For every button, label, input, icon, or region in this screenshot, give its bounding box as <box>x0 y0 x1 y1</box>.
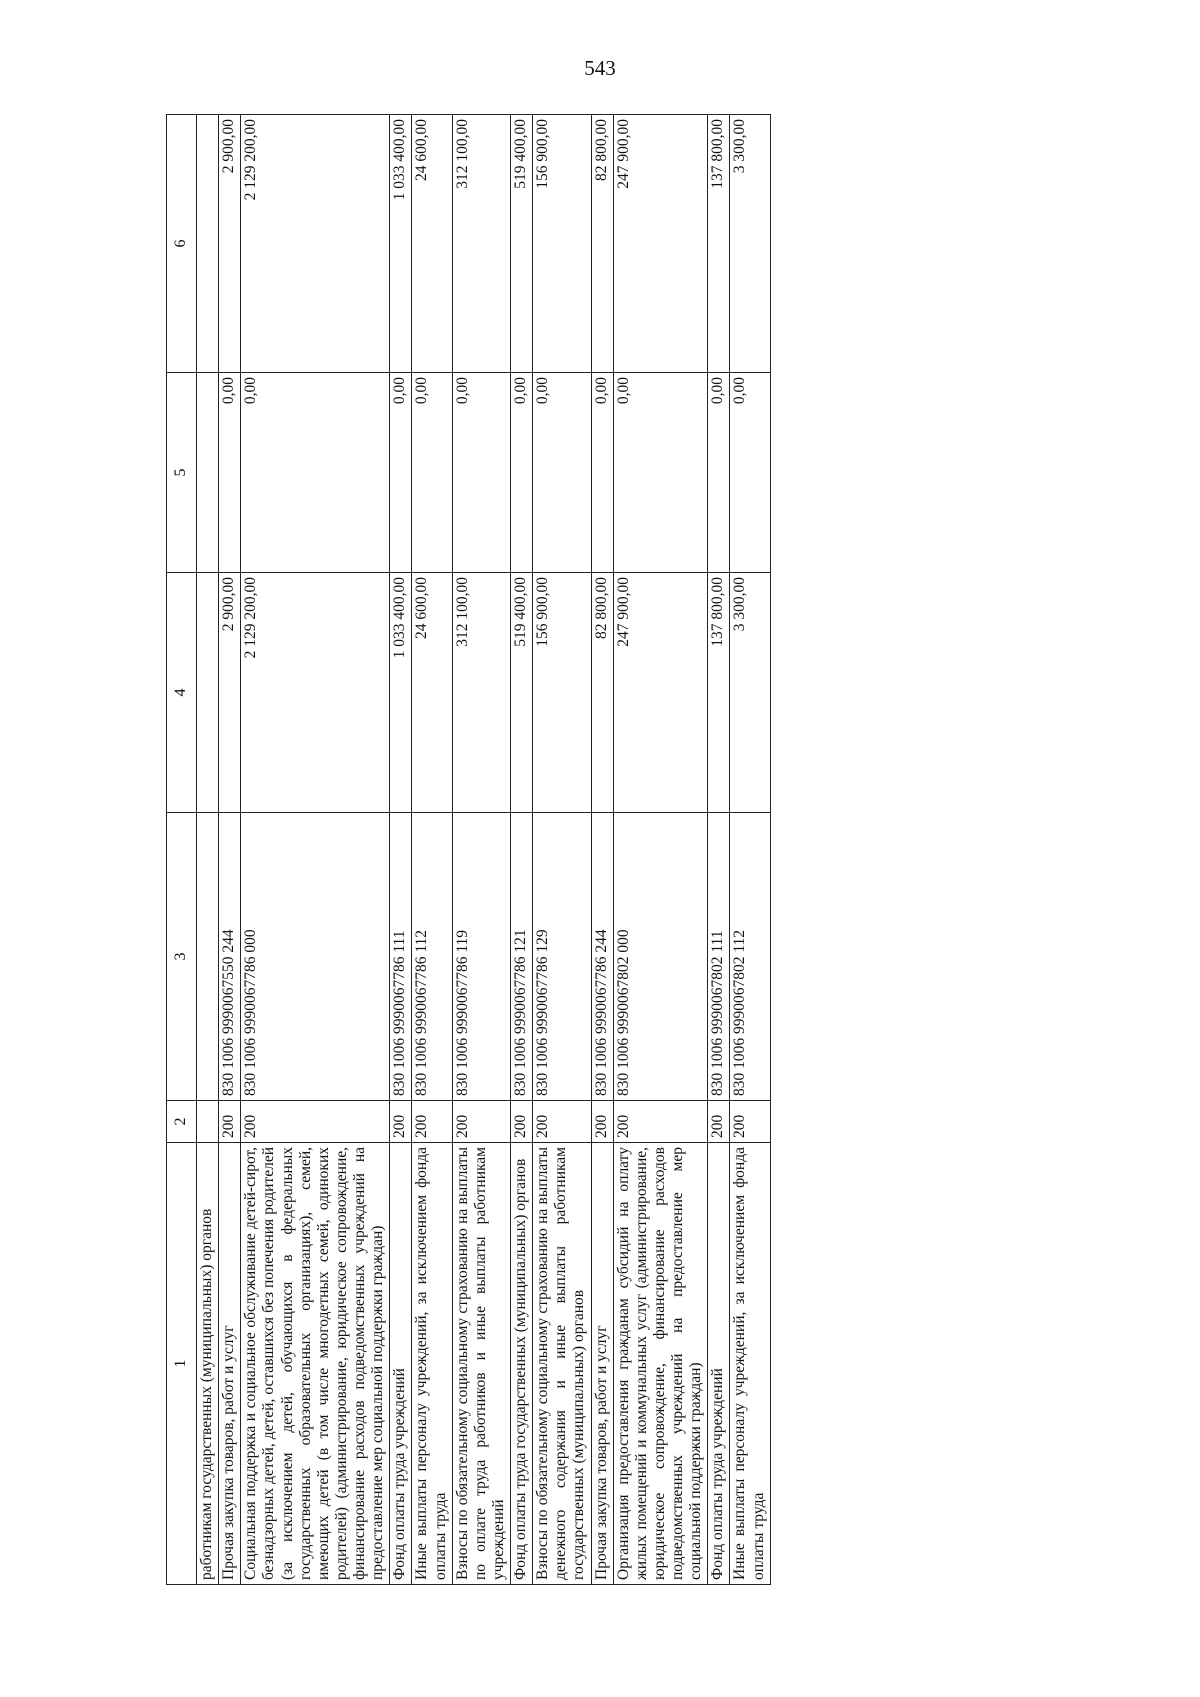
table-row <box>511 115 533 1585</box>
change-amount-cell: 0,00 <box>613 373 708 573</box>
classification-code-cell: 830 1006 9990067802 000 <box>613 813 708 1101</box>
total-amount-cell: 312 100,00 <box>452 115 510 373</box>
classification-code-cell: 830 1006 9990067786 121 <box>511 813 533 1101</box>
status-cell: 200 <box>730 1101 770 1143</box>
classification-code-cell: 830 1006 9990067786 244 <box>591 813 613 1101</box>
table-row <box>708 115 730 1585</box>
table-row <box>197 115 219 1585</box>
status-cell: 200 <box>511 1101 533 1143</box>
classification-code-cell: 830 1006 9990067786 000 <box>241 813 390 1101</box>
column-header: 4 <box>167 573 197 813</box>
change-amount-cell: 0,00 <box>591 373 613 573</box>
approved-amount-cell: 2 900,00 <box>219 573 241 813</box>
change-amount-cell: 0,00 <box>708 373 730 573</box>
change-amount-cell: 0,00 <box>511 373 533 573</box>
approved-amount-cell: 1 033 400,00 <box>390 573 412 813</box>
change-amount-cell: 0,00 <box>412 373 452 573</box>
rotated-table-container <box>166 115 1046 1585</box>
classification-code-cell: 830 1006 9990067802 112 <box>730 813 770 1101</box>
classification-code-cell: 830 1006 9990067550 244 <box>219 813 241 1101</box>
column-header: 5 <box>167 373 197 573</box>
table-row <box>730 115 770 1585</box>
page-number: 543 <box>584 56 616 80</box>
description-cell: Иные выплаты персоналу учреждений, за исключением фонда оплаты труда <box>412 1143 452 1585</box>
status-cell: 200 <box>533 1101 591 1143</box>
table-row <box>452 115 510 1585</box>
approved-amount-cell <box>197 573 219 813</box>
status-cell: 200 <box>591 1101 613 1143</box>
table-row <box>591 115 613 1585</box>
column-header: 2 <box>167 1101 197 1143</box>
change-amount-cell: 0,00 <box>730 373 770 573</box>
table-row <box>241 115 390 1585</box>
status-cell: 200 <box>219 1101 241 1143</box>
status-cell <box>197 1101 219 1143</box>
column-header: 1 <box>167 1143 197 1585</box>
description-cell: Фонд оплаты труда учреждений <box>390 1143 412 1585</box>
table-body <box>197 115 771 1585</box>
change-amount-cell: 0,00 <box>241 373 390 573</box>
total-amount-cell: 2 129 200,00 <box>241 115 390 373</box>
change-amount-cell: 0,00 <box>452 373 510 573</box>
total-amount-cell: 519 400,00 <box>511 115 533 373</box>
status-cell: 200 <box>412 1101 452 1143</box>
classification-code-cell: 830 1006 9990067802 111 <box>708 813 730 1101</box>
description-cell: Фонд оплаты труда учреждений <box>708 1143 730 1585</box>
description-cell: Взносы по обязательному социальному страхованию на выплаты денежного содержания и иные выплаты работникам государственных (муниципальных) органов <box>533 1143 591 1585</box>
status-cell: 200 <box>241 1101 390 1143</box>
approved-amount-cell: 137 800,00 <box>708 573 730 813</box>
table-row <box>412 115 452 1585</box>
description-cell: Организация предоставления гражданам субсидий на оплату жилых помещений и коммунальных услуг (администрирование, юридическое сопровождение, финансирование расходов подведомственных учреждений на предоставление мер социальной поддержки граждан) <box>613 1143 708 1585</box>
approved-amount-cell: 82 800,00 <box>591 573 613 813</box>
total-amount-cell: 156 900,00 <box>533 115 591 373</box>
total-amount-cell: 2 900,00 <box>219 115 241 373</box>
description-cell: Взносы по обязательному социальному страхованию на выплаты по оплате труда работников и иные выплаты работникам учреждений <box>452 1143 510 1585</box>
change-amount-cell: 0,00 <box>390 373 412 573</box>
description-cell: Иные выплаты персоналу учреждений, за исключением фонда оплаты труда <box>730 1143 770 1585</box>
classification-code-cell: 830 1006 9990067786 111 <box>390 813 412 1101</box>
approved-amount-cell: 519 400,00 <box>511 573 533 813</box>
column-header: 6 <box>167 115 197 373</box>
approved-amount-cell: 3 300,00 <box>730 573 770 813</box>
total-amount-cell: 82 800,00 <box>591 115 613 373</box>
total-amount-cell <box>197 115 219 373</box>
budget-table <box>166 114 771 1585</box>
status-cell: 200 <box>613 1101 708 1143</box>
table-row <box>219 115 241 1585</box>
change-amount-cell: 0,00 <box>533 373 591 573</box>
change-amount-cell: 0,00 <box>219 373 241 573</box>
change-amount-cell <box>197 373 219 573</box>
description-cell: Прочая закупка товаров, работ и услуг <box>219 1143 241 1585</box>
total-amount-cell: 247 900,00 <box>613 115 708 373</box>
table-row <box>613 115 708 1585</box>
classification-code-cell <box>197 813 219 1101</box>
classification-code-cell: 830 1006 9990067786 129 <box>533 813 591 1101</box>
approved-amount-cell: 24 600,00 <box>412 573 452 813</box>
table-row <box>390 115 412 1585</box>
total-amount-cell: 1 033 400,00 <box>390 115 412 373</box>
status-cell: 200 <box>708 1101 730 1143</box>
total-amount-cell: 3 300,00 <box>730 115 770 373</box>
status-cell: 200 <box>390 1101 412 1143</box>
table-row <box>533 115 591 1585</box>
approved-amount-cell: 2 129 200,00 <box>241 573 390 813</box>
approved-amount-cell: 312 100,00 <box>452 573 510 813</box>
approved-amount-cell: 247 900,00 <box>613 573 708 813</box>
classification-code-cell: 830 1006 9990067786 119 <box>452 813 510 1101</box>
total-amount-cell: 137 800,00 <box>708 115 730 373</box>
total-amount-cell: 24 600,00 <box>412 115 452 373</box>
status-cell: 200 <box>452 1101 510 1143</box>
table-header-row <box>167 115 197 1585</box>
description-cell: Прочая закупка товаров, работ и услуг <box>591 1143 613 1585</box>
description-cell: Социальная поддержка и социальное обслуживание детей-сирот, безнадзорных детей, детей, оставшихся без попечения родителей (за исключением детей, обучающихся в федеральных государственных образовательных организациях), семей, имеющих детей (в том числе многодетных семей, одиноких родителей) (администрирование, юридическое сопровождение, финансирование расходов подведомственных учреждений на предоставление мер социальной поддержки граждан) <box>241 1143 390 1585</box>
classification-code-cell: 830 1006 9990067786 112 <box>412 813 452 1101</box>
description-cell: Фонд оплаты труда государственных (муниципальных) органов <box>511 1143 533 1585</box>
approved-amount-cell: 156 900,00 <box>533 573 591 813</box>
column-header: 3 <box>167 813 197 1101</box>
description-cell: работникам государственных (муниципальных) органов <box>197 1143 219 1585</box>
